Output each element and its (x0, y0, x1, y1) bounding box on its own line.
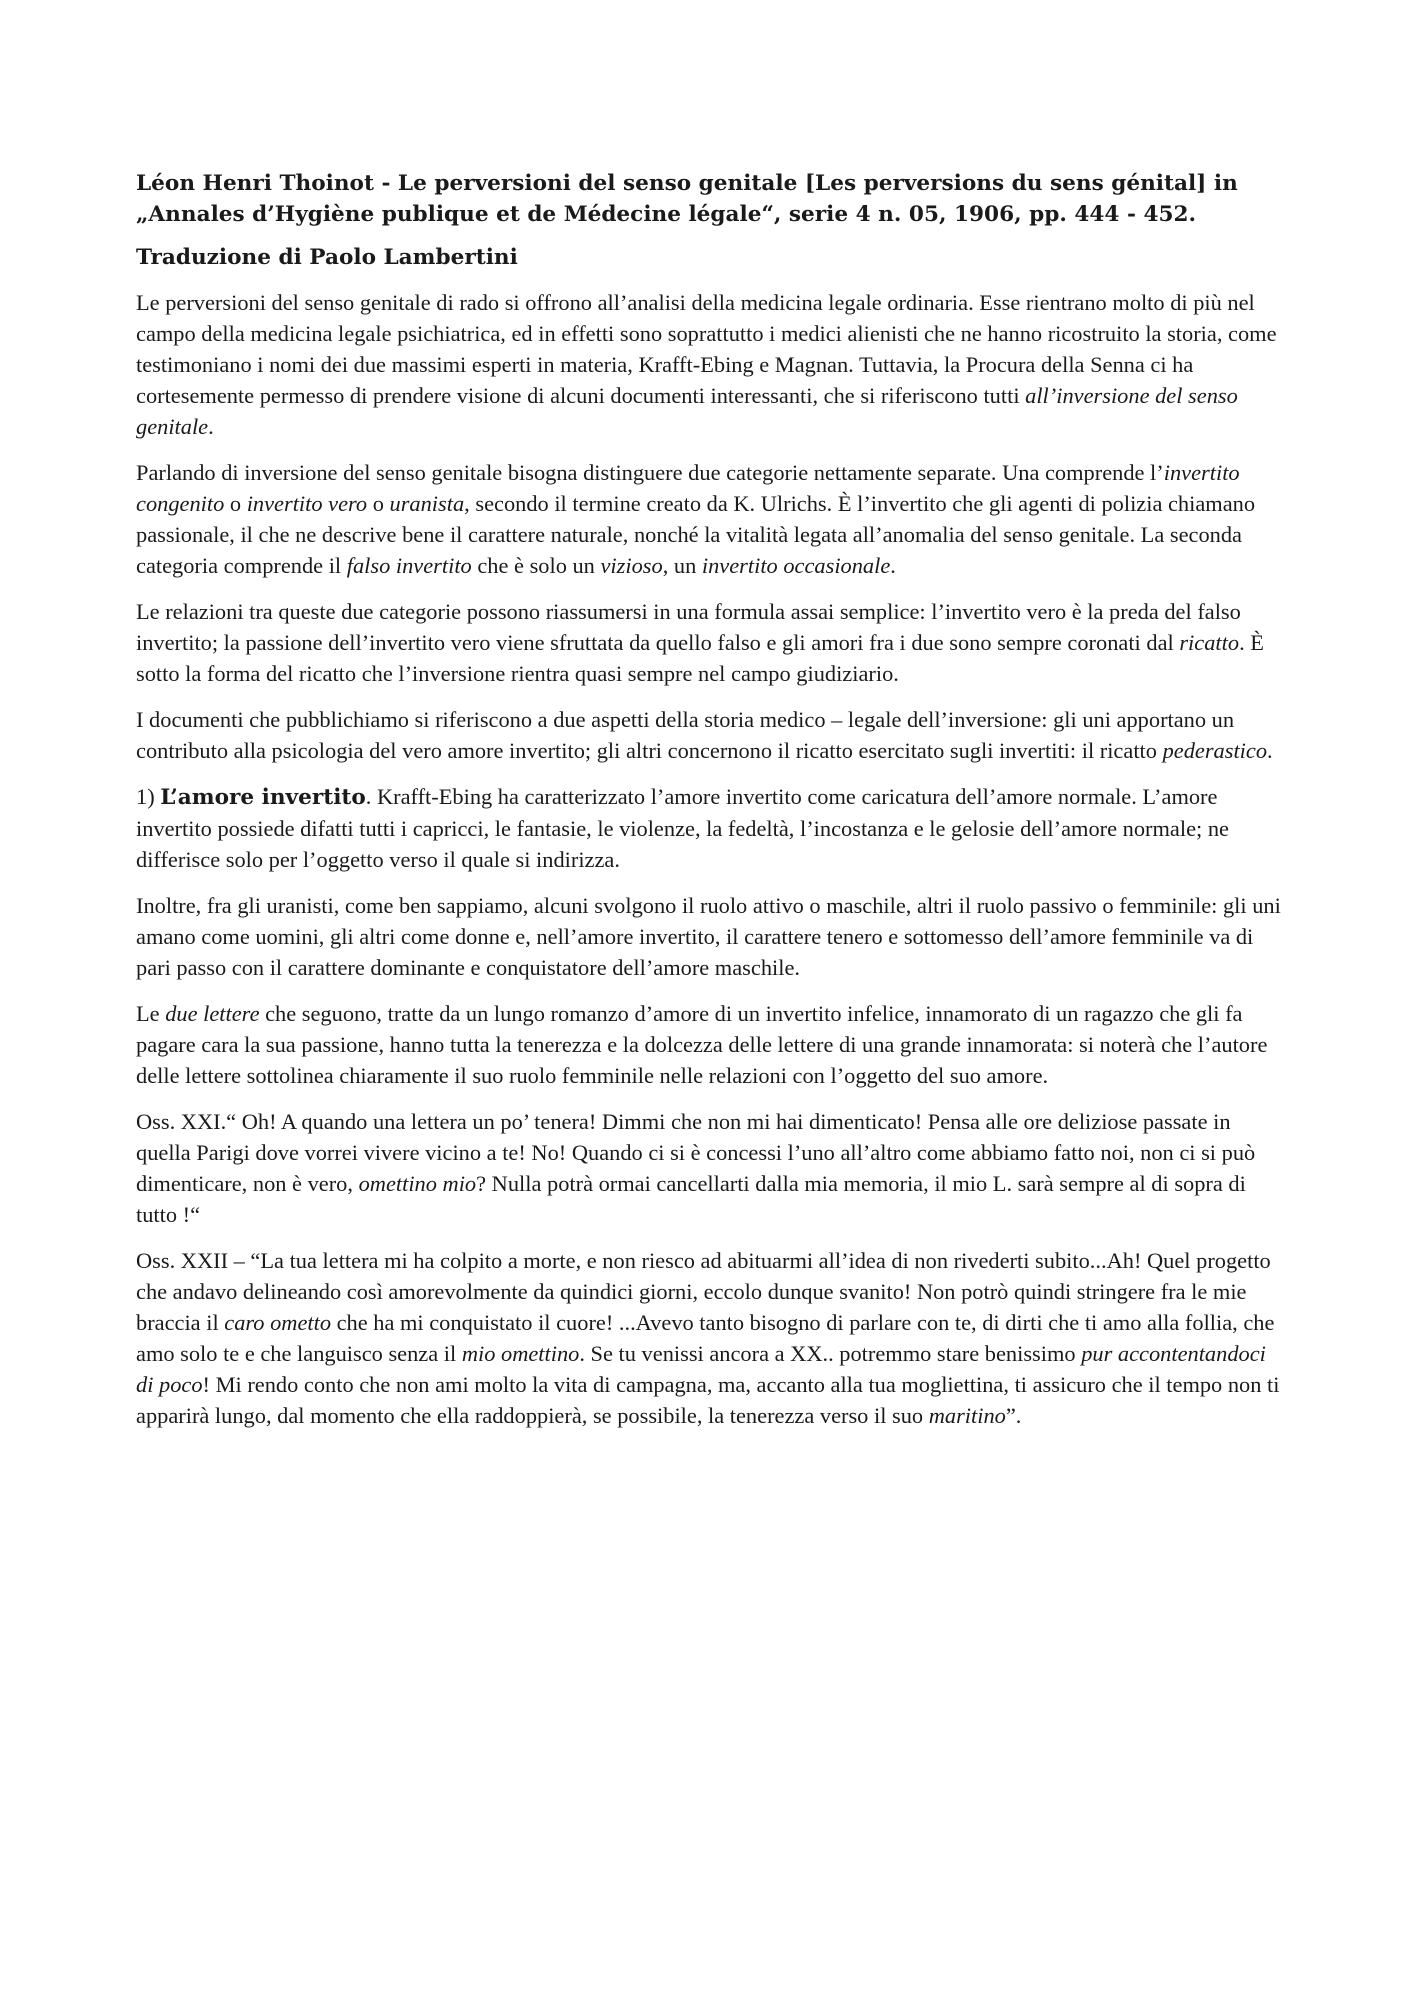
emphasis: invertito congenito (136, 460, 1240, 516)
document-subtitle: Traduzione di Paolo Lambertini (136, 245, 518, 270)
emphasis: maritino (928, 1403, 1006, 1428)
emphasis: all’inversione del senso genitale (136, 383, 1238, 439)
paragraph-2 (136, 457, 1286, 581)
paragraph-9 (136, 1245, 1286, 1431)
emphasis: pur accontentandoci di poco (136, 1341, 1266, 1397)
text-run: Oss. XXI.“ Oh! A quando una lettera un po’ tenera! Dimmi che non mi hai dimenticato! Pensa alle ore deliziose passate in quella Parigi dove vorrei vivere vicino a te! No! Quando ci si è concessi l’uno all’altro come abbiamo fatto noi, non ci si può dimenticare, non è vero, (136, 1109, 1256, 1196)
text-run: . È sotto la forma del ricatto che l’inversione rientra quasi sempre nel campo giudiziario. (136, 630, 1264, 686)
section-heading: L’amore invertito (160, 785, 366, 810)
paragraph-4 (136, 704, 1286, 766)
emphasis: invertito occasionale (701, 553, 891, 578)
emphasis: falso invertito (346, 553, 472, 578)
text-run: . (1267, 738, 1273, 763)
text-run: Inoltre, fra gli uranisti, come ben sappiamo, alcuni svolgono il ruolo attivo o maschile, altri il ruolo passivo o femminile: gli uni amano come uomini, gli altri come donne e, nell’amore invertito, il carattere tenero e sottomesso dell’amore femminile va di pari passo con il carattere dominante e conquistatore dell’amore maschile. (136, 893, 1281, 980)
paragraph-3 (136, 596, 1286, 689)
emphasis: pederastico (1162, 738, 1268, 763)
text-run: Le relazioni tra queste due categorie possono riassumersi in una formula assai semplice: l’invertito vero è la preda del falso invertito; la passione dell’invertito vero viene sfruttata da quello falso e gli amori fra i due sono sempre coronati dal (136, 599, 1241, 655)
text-run: , secondo il termine creato da K. Ulrichs. È l’invertito che gli agenti di polizia chiamano passionale, il che ne descrive bene il carattere naturale, nonché la vitalità legata all’anomalia del senso genitale. La seconda categoria comprende il (136, 491, 1256, 578)
paragraph-1 (136, 287, 1286, 442)
text-run: . Krafft-Ebing ha caratterizzato l’amore invertito come caricatura dell’amore normale. L’amore invertito possiede difatti tutti i capricci, le fantasie, le violenze, la fedeltà, l’incostanza e le gelosie dell’amore normale; ne differisce solo per l’oggetto verso il quale si indirizza. (136, 784, 1229, 872)
text-run: ”. (1005, 1403, 1022, 1428)
text-run: Le (136, 1001, 166, 1026)
text-run: Oss. XXII – “La tua lettera mi ha colpito a morte, e non riesco ad abituarmi all’idea di non rivederti subito...Ah! Quel progetto che andavo delineando così amorevolmente da quindici giorni, eccolo dunque svanito! Non potrò quindi stringere fra le mie braccia il (136, 1248, 1271, 1335)
text-run: che ha mi conquistato il cuore! ...Avevo tanto bisogno di parlare con te, di dirti che ti amo alla follia, che amo solo te e che languisco senza il (136, 1310, 1275, 1366)
text-run: ! Mi rendo conto che non ami molto la vita di campagna, ma, accanto alla tua mogliettina, ti assicuro che il tempo non ti apparirà lungo, dal momento che ella raddoppierà, se possibile, la tenerezza verso il suo (136, 1372, 1280, 1428)
emphasis: due lettere (165, 1001, 260, 1026)
text-run: o (224, 491, 247, 516)
section-number: 1) (136, 784, 161, 809)
emphasis: caro ometto (224, 1310, 332, 1335)
emphasis: uranista (389, 491, 465, 516)
text-run: . Se tu venissi ancora a XX.. potremmo stare benissimo (579, 1341, 1082, 1366)
text-run: Le perversioni del senso genitale di rado si offrono all’analisi della medicina legale ordinaria. Esse rientrano molto di più nel campo della medicina legale psichiatrica, ed in effetti sono soprattutto i medici alienisti che ne hanno ricostruito la storia, come testimoniano i nomi dei due massimi esperti in materia, Krafft-Ebing e Magnan. Tuttavia, la Procura della Senna ci ha cortesemente permesso di prendere visione di alcuni documenti interessanti, che si riferiscono tutti (136, 290, 1277, 408)
document-title: Léon Henri Thoinot - Le perversioni del senso genitale [Les perversions du sens génital] in „Annales d’Hygiène publique et de Médecine légale“, serie 4 n. 05, 1906, pp. 444 - 452. (136, 171, 1238, 227)
emphasis: mio omettino (461, 1341, 580, 1366)
paragraph-8 (136, 1106, 1286, 1230)
text-run: ? Nulla potrà ormai cancellarti dalla mia memoria, il mio L. sarà sempre al di sopra di tutto !“ (136, 1171, 1246, 1227)
text-run: , un (662, 553, 702, 578)
text-run: I documenti che pubblichiamo si riferiscono a due aspetti della storia medico – legale dell’inversione: gli uni apportano un contributo alla psicologia del vero amore invertito; gli altri concernono il ricatto esercitato sugli invertiti: il ricatto (136, 707, 1235, 763)
paragraph-5 (136, 781, 1286, 875)
document-page (136, 168, 1286, 1446)
text-run: o (367, 491, 390, 516)
paragraph-7 (136, 998, 1286, 1091)
text-run: che seguono, tratte da un lungo romanzo d’amore di un invertito infelice, innamorato di un ragazzo che gli fa pagare cara la sua passione, hanno tutta la tenerezza e la dolcezza delle lettere di una grande innamorata: si noterà che l’autore delle lettere sottolinea chiaramente il suo ruolo femminile nelle relazioni con l’oggetto del suo amore. (136, 1001, 1268, 1088)
text-run: . (890, 553, 896, 578)
text-run: che è solo un (471, 553, 601, 578)
emphasis: ricatto (1179, 630, 1240, 655)
emphasis: vizioso (600, 553, 663, 578)
paragraph-6 (136, 890, 1286, 983)
emphasis: invertito vero (246, 491, 368, 516)
emphasis: omettino mio (358, 1171, 477, 1196)
text-run: Parlando di inversione del senso genitale bisogna distinguere due categorie nettamente separate. Una comprende l’ (136, 460, 1164, 485)
text-run: . (208, 414, 214, 439)
